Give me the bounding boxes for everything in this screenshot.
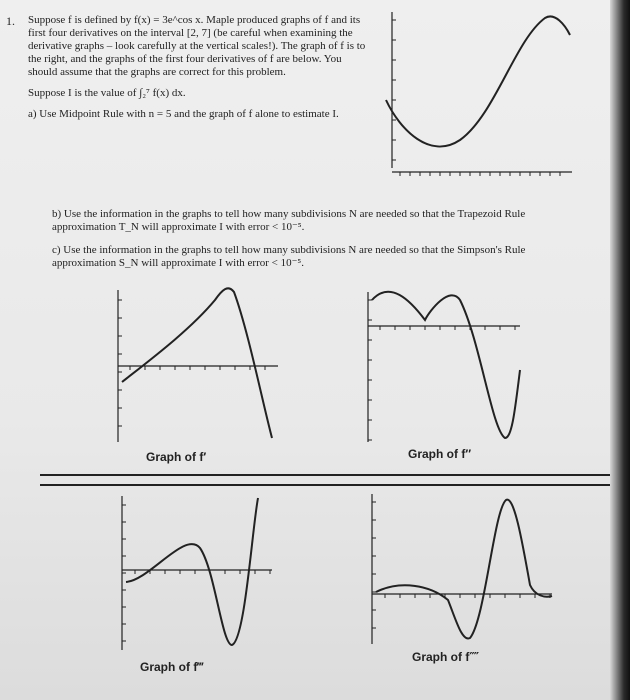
integral-definition: Suppose I is the value of ∫₂⁷ f(x) dx. bbox=[28, 87, 186, 99]
part-a: a) Use Midpoint Rule with n = 5 and the graph of f alone to estimate I. bbox=[28, 108, 339, 120]
problem-number: 1. bbox=[6, 14, 15, 28]
f2-curve bbox=[372, 292, 520, 438]
graph-label-f2: Graph of f″ bbox=[408, 447, 472, 461]
graph-f4 bbox=[372, 494, 552, 644]
f-horizontal-ticks bbox=[400, 172, 560, 176]
part-b: b) Use the information in the graphs to tell how many subdivisions N are needed so that the Trapezoid Rule approximation T_N will approximate I with error < 10⁻⁵. bbox=[52, 208, 526, 233]
graph-f2 bbox=[368, 292, 520, 442]
part-c: c) Use the information in the graphs to tell how many subdivisions N are needed so that the Simpson's Rule approximation S_N will approximate I with error < 10⁻⁵. bbox=[52, 244, 526, 269]
graph-f3 bbox=[122, 496, 272, 650]
graph-label-f4: Graph of f⁗ bbox=[412, 650, 480, 664]
problem-intro: Suppose f is defined by f(x) = 3e^cos x. Maple produced graphs of f and its first four derivatives on the interval [2, 7] (be careful when examining the derivative graphs – look carefully at the vertical scales!). The graph of f is to the right, and the graphs of the first four derivatives of f are below. You should assume that the graphs are correct for this problem. bbox=[28, 14, 366, 78]
graph-label-f1: Graph of f′ bbox=[146, 450, 207, 464]
f4-curve bbox=[376, 500, 552, 639]
f1-curve bbox=[122, 288, 272, 438]
graph-f bbox=[386, 12, 572, 176]
f-curve bbox=[386, 16, 570, 146]
graph-f1 bbox=[118, 288, 278, 442]
graph-label-f3: Graph of f‴ bbox=[140, 660, 204, 674]
f3-curve bbox=[126, 498, 258, 645]
